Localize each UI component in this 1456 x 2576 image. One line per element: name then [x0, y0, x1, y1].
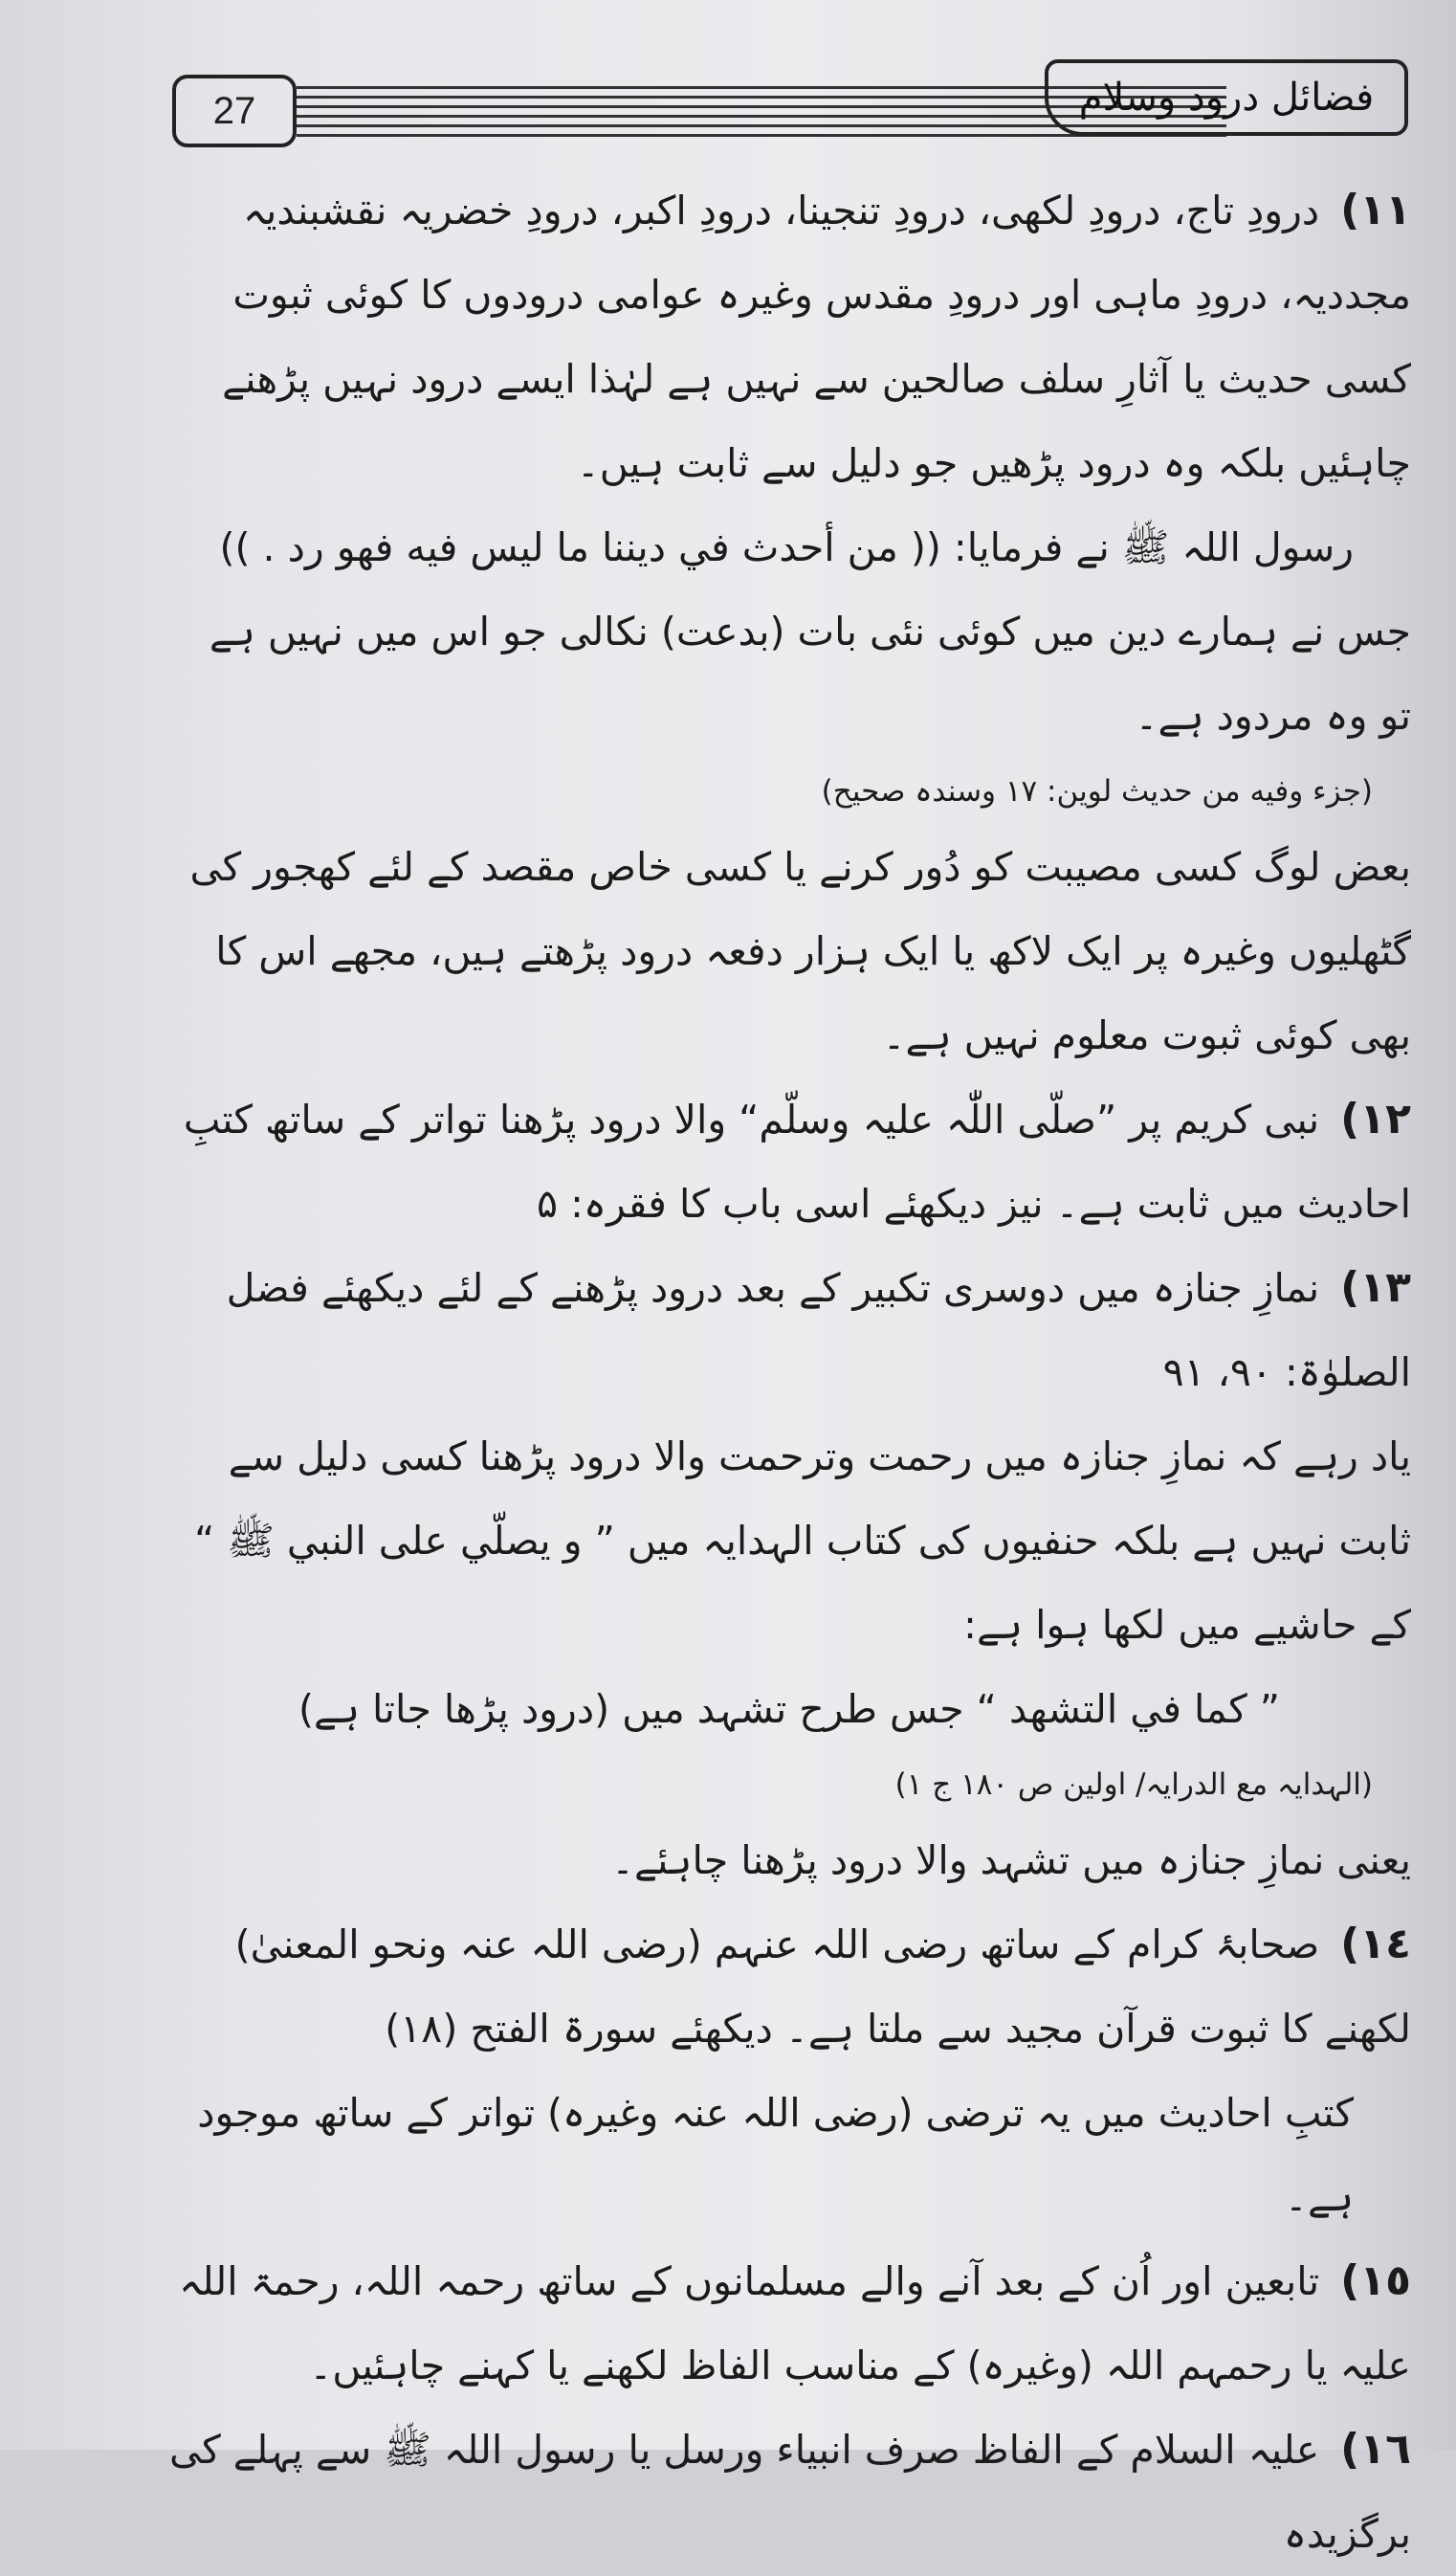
hadith-quote: رسول اللہ ﷺ نے فرمایا: (( من أحدث في ديننا ما ليس فيه فهو رد . )) [219, 524, 1354, 570]
paragraph-13 [167, 1246, 1411, 1414]
paragraph-text: علیہ السلام کے الفاظ صرف انبیاء ورسل یا رسول اللہ ﷺ سے پہلے کی برگزیدہ [169, 2427, 1411, 2557]
paragraph-text: نمازِ جنازہ میں دوسری تکبیر کے بعد درود پڑھنے کے لئے دیکھئے فضل الصلوٰۃ: ۹۰، ۹۱ [226, 1265, 1411, 1395]
paragraph-number: ١٥) [1340, 2256, 1411, 2305]
paragraph-text: درودِ تاج، درودِ لکھی، درودِ تنجینا، درودِ اکبر، درودِ خضریہ نقشبندیہ مجددیہ، درودِ ماہی اور درودِ مقدس وغیرہ عوامی درودوں کا کوئی ثبوت کسی حدیث یا آثارِ سلف صالحین سے نہیں ہے لہٰذا ایسے درود نہیں پڑھنے چاہئیں بلکہ وہ درود پڑھیں جو دلیل سے ثابت ہیں۔ [222, 188, 1411, 486]
paragraph-15 [167, 2239, 1411, 2408]
hadith-reference: (جزء وفيه من حديث لوين: ۱۷ وسندہ صحیح) [821, 774, 1373, 809]
paragraph-number: ١٤) [1340, 1920, 1411, 1968]
paragraph-number: ١١) [1340, 186, 1411, 234]
hadith-translation: جس نے ہمارے دین میں کوئی نئی بات (بدعت) نکالی جو اس میں نہیں ہے تو وہ مردود ہے۔ [209, 609, 1411, 739]
book-title: فضائل درود وسلام [1045, 59, 1408, 136]
page-header [172, 59, 1416, 155]
paragraph-text: صحابۂ کرام کے ساتھ رضی اللہ عنہم (رضی اللہ عنہ ونحو المعنیٰ) لکھنے کا ثبوت قرآن مجید سے ملتا ہے۔ دیکھئے سورۃ الفتح (۱۸) [234, 1921, 1411, 2052]
paragraph-13-extra: یاد رہے کہ نمازِ جنازہ میں رحمت وترحمت والا درود پڑھنا کسی دلیل سے ثابت نہیں ہے بلکہ حنفیوں کی کتاب الہدایہ میں ” و يصلّي على النبي ﷺ “ کے حاشیے میں لکھا ہوا ہے: [194, 1433, 1411, 1648]
paragraph-12 [167, 1077, 1411, 1246]
paragraph-16 [167, 2408, 1411, 2576]
paragraph-number: ١٦) [1340, 2425, 1411, 2474]
paragraph-11-extra: بعض لوگ کسی مصیبت کو دُور کرنے یا کسی خاص مقصد کے لئے کھجور کی گٹھلیوں وغیرہ پر ایک لاکھ یا ایک ہزار دفعہ درود پڑھتے ہیں، مجھے اس کا بھی کوئی ثبوت معلوم نہیں ہے۔ [189, 844, 1411, 1058]
paragraph-text: نبی کریم پر ”صلّی اللّٰہ علیہ وسلّم“ والا درود پڑھنا تواتر کے ساتھ کتبِ احادیث میں ثابت ہے۔ نیز دیکھئے اسی باب کا فقرہ: ۵ [183, 1097, 1411, 1227]
paragraph-14 [167, 1902, 1411, 2071]
paragraph-13-conclusion: یعنی نمازِ جنازہ میں تشہد والا درود پڑھنا چاہئے۔ [611, 1837, 1411, 1883]
tashahhud-quote: ” كما في التشهد “ جس طرح تشہد میں (درود پڑھا جاتا ہے) [298, 1686, 1281, 1732]
paragraph-number: ١٣) [1340, 1263, 1411, 1312]
paragraph-text: تابعین اور اُن کے بعد آنے والے مسلمانوں کے ساتھ رحمہ اللہ، رحمۃ اللہ علیہ یا رحمہم اللہ (وغیرہ) کے مناسب الفاظ لکھنے یا کہنے چاہئیں۔ [179, 2258, 1411, 2388]
paragraph-14-extra: کتبِ احادیث میں یہ ترضی (رضی اللہ عنہ وغیرہ) تواتر کے ساتھ موجود ہے۔ [197, 2090, 1354, 2220]
paragraph-11 [167, 168, 1411, 505]
hidaya-reference: (الہدایہ مع الدرایہ/ اولین ص ۱۸۰ ج ۱) [894, 1767, 1373, 1802]
page-number: 27 [172, 75, 297, 147]
page-body [167, 168, 1411, 2576]
paragraph-number: ١٢) [1340, 1095, 1411, 1144]
